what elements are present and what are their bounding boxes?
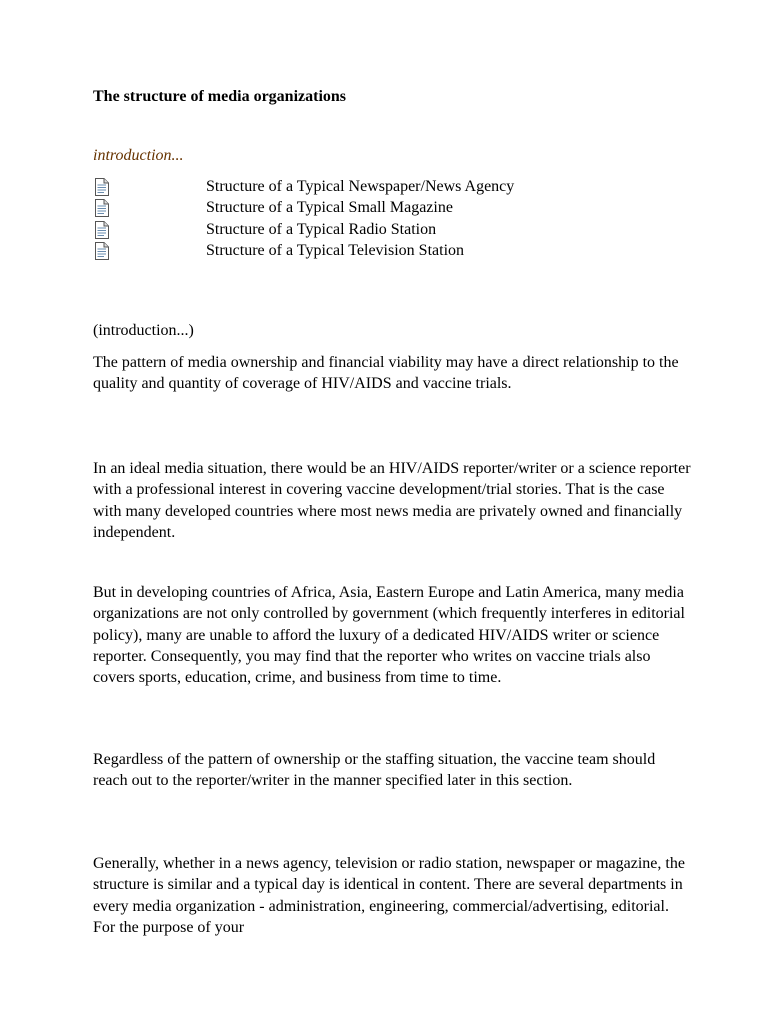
toc-item-magazine[interactable] xyxy=(93,197,693,218)
paragraph-developing-countries: But in developing countries of Africa, Asia, Eastern Europe and Latin America, many media organizations are not only controlled by government (which frequently interferes in editorial policy), many are unable to afford the luxury of a dedicated HIV/AIDS writer or science reporter. Consequently, you may find that the reporter who writes on vaccine trials also covers sports, education, crime, and business from time to time. xyxy=(93,584,685,687)
document-icon[interactable] xyxy=(95,221,109,239)
toc-label[interactable]: Structure of a Typical Newspaper/News Agency xyxy=(206,178,515,195)
page-title: The structure of media organizations xyxy=(93,88,347,105)
toc-item-television[interactable] xyxy=(93,240,693,261)
introduction-heading: (introduction...) xyxy=(93,322,194,339)
toc-item-newspaper[interactable] xyxy=(93,176,693,197)
toc-label[interactable]: Structure of a Typical Small Magazine xyxy=(206,199,453,217)
paragraph-structure: Generally, whether in a news agency, television or radio station, newspaper or magazine, the structure is similar and a typical day is identical in content. There are several departments in every media organization - administration, engineering, commercial/advertising, editorial. For the purpose of your xyxy=(93,855,685,936)
document-icon[interactable] xyxy=(95,199,109,217)
toc-label[interactable]: Structure of a Typical Television Station xyxy=(206,241,465,259)
toc-item-radio[interactable] xyxy=(93,219,693,240)
paragraph-ideal-situation: In an ideal media situation, there would be an HIV/AIDS reporter/writer or a science reporter with a professional interest in covering vaccine development/trial stories. That is the case with many developed countries where most news media are privately owned and financially independent. xyxy=(93,460,691,541)
introduction-link[interactable]: introduction... xyxy=(93,147,184,164)
paragraph-ownership: The pattern of media ownership and financial viability may have a direct relationship to the quality and quantity of coverage of HIV/AIDS and vaccine trials. xyxy=(93,354,679,393)
toc-label[interactable]: Structure of a Typical Radio Station xyxy=(206,220,437,238)
table-of-contents xyxy=(93,176,693,261)
paragraph-outreach: Regardless of the pattern of ownership or the staffing situation, the vaccine team should reach out to the reporter/writer in the manner specified later in this section. xyxy=(93,751,656,790)
document-icon[interactable] xyxy=(95,178,109,196)
document-icon[interactable] xyxy=(95,242,109,260)
